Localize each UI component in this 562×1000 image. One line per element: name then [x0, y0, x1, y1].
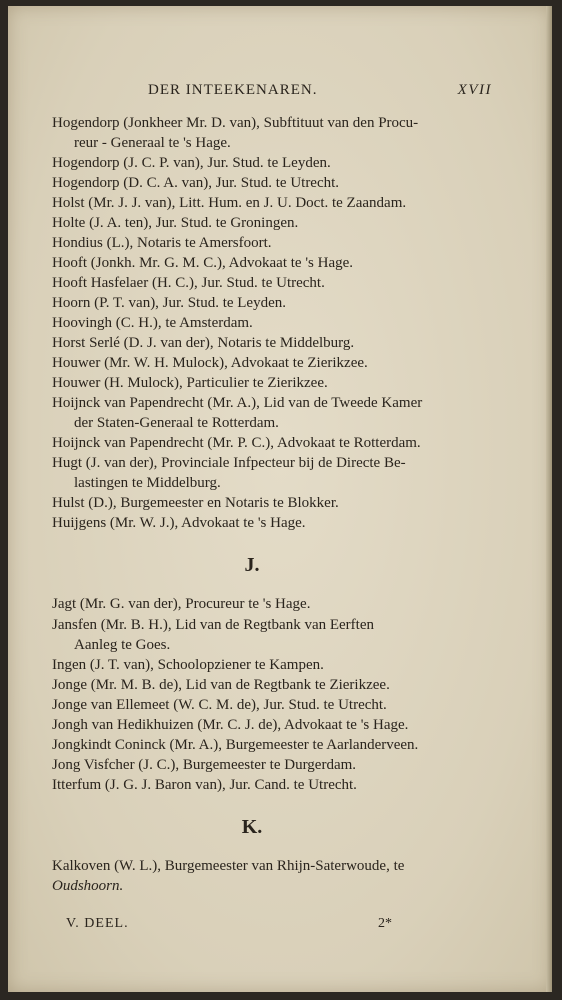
list-item: Holte (J. A. ten), Jur. Stud. te Groningen.	[52, 215, 299, 231]
page-footer	[66, 916, 392, 934]
list-item: Kalkoven (W. L.), Burgemeester van Rhijn-Saterwoude, te	[52, 858, 405, 874]
list-item: Hoovingh (C. H.), te Amsterdam.	[52, 315, 253, 331]
signature-mark: 2*	[378, 916, 392, 931]
list-item: Jagt (Mr. G. van der), Procureur te 's Hage.	[52, 596, 311, 612]
section-heading-j: J.	[244, 554, 260, 576]
list-item: Hugt (J. van der), Provinciale Infpecteur bij de Directe Be-	[52, 455, 406, 471]
list-item: Ingen (J. T. van), Schoolopziener te Kampen.	[52, 657, 324, 673]
list-item: Jong Visfcher (J. C.), Burgemeester te Durgerdam.	[52, 757, 357, 773]
list-item: Hooft (Jonkh. Mr. G. M. C.), Advokaat te 's Hage.	[52, 255, 354, 271]
list-item-continuation: Aanleg te Goes.	[74, 637, 171, 653]
list-item: Hoorn (P. T. van), Jur. Stud. te Leyden.	[52, 295, 287, 311]
list-item: Jongh van Hedikhuizen (Mr. C. J. de), Advokaat te 's Hage.	[52, 717, 409, 733]
page-number: XVII	[457, 82, 492, 98]
list-item: Hulst (D.), Burgemeester en Notaris te Blokker.	[52, 495, 339, 511]
list-item: Huijgens (Mr. W. J.), Advokaat te 's Hage.	[52, 515, 306, 531]
list-item: Holst (Mr. J. J. van), Litt. Hum. en J. U. Doct. te Zaandam.	[52, 195, 407, 211]
list-item: Jonge van Ellemeet (W. C. M. de), Jur. Stud. te Utrecht.	[52, 697, 387, 713]
list-item-continuation: lastingen te Middelburg.	[74, 475, 221, 491]
list-item: Hogendorp (J. C. P. van), Jur. Stud. te Leyden.	[52, 155, 331, 171]
list-item: Itterfum (J. G. J. Baron van), Jur. Cand. te Utrecht.	[52, 777, 357, 793]
list-item-continuation: reur - Generaal te 's Hage.	[74, 135, 231, 151]
section-heading-k: K.	[241, 816, 263, 838]
list-item: Jongkindt Coninck (Mr. A.), Burgemeester te Aarlanderveen.	[52, 737, 419, 753]
list-item: Houwer (Mr. W. H. Mulock), Advokaat te Zierikzee.	[52, 355, 368, 371]
list-item: Hoijnck van Papendrecht (Mr. A.), Lid van de Tweede Kamer	[52, 395, 423, 411]
list-item: Houwer (H. Mulock), Particulier te Zierikzee.	[52, 375, 328, 391]
list-item: Hogendorp (D. C. A. van), Jur. Stud. te Utrecht.	[52, 175, 340, 191]
list-item: Horst Serlé (D. J. van der), Notaris te Middelburg.	[52, 335, 355, 351]
volume-label: V. DEEL.	[66, 916, 129, 931]
page-edge	[546, 6, 552, 992]
list-item: Hogendorp (Jonkheer Mr. D. van), Subftituut van den Procu-	[52, 115, 419, 131]
running-title: DER INTEEKENAREN.	[148, 82, 318, 98]
list-item: Hooft Hasfelaer (H. C.), Jur. Stud. te Utrecht.	[52, 275, 325, 291]
list-item: Jansfen (Mr. B. H.), Lid van de Regtbank van Eerften	[52, 617, 374, 633]
list-item: Hondius (L.), Notaris te Amersfoort.	[52, 235, 272, 251]
book-page	[8, 6, 552, 992]
list-item: Jonge (Mr. M. B. de), Lid van de Regtbank te Zierikzee.	[52, 677, 390, 693]
running-header	[148, 82, 492, 102]
list-item-continuation: Oudshoorn.	[52, 878, 124, 894]
list-item-continuation: der Staten-Generaal te Rotterdam.	[74, 415, 279, 431]
list-item: Hoijnck van Papendrecht (Mr. P. C.), Advokaat te Rotterdam.	[52, 435, 421, 451]
